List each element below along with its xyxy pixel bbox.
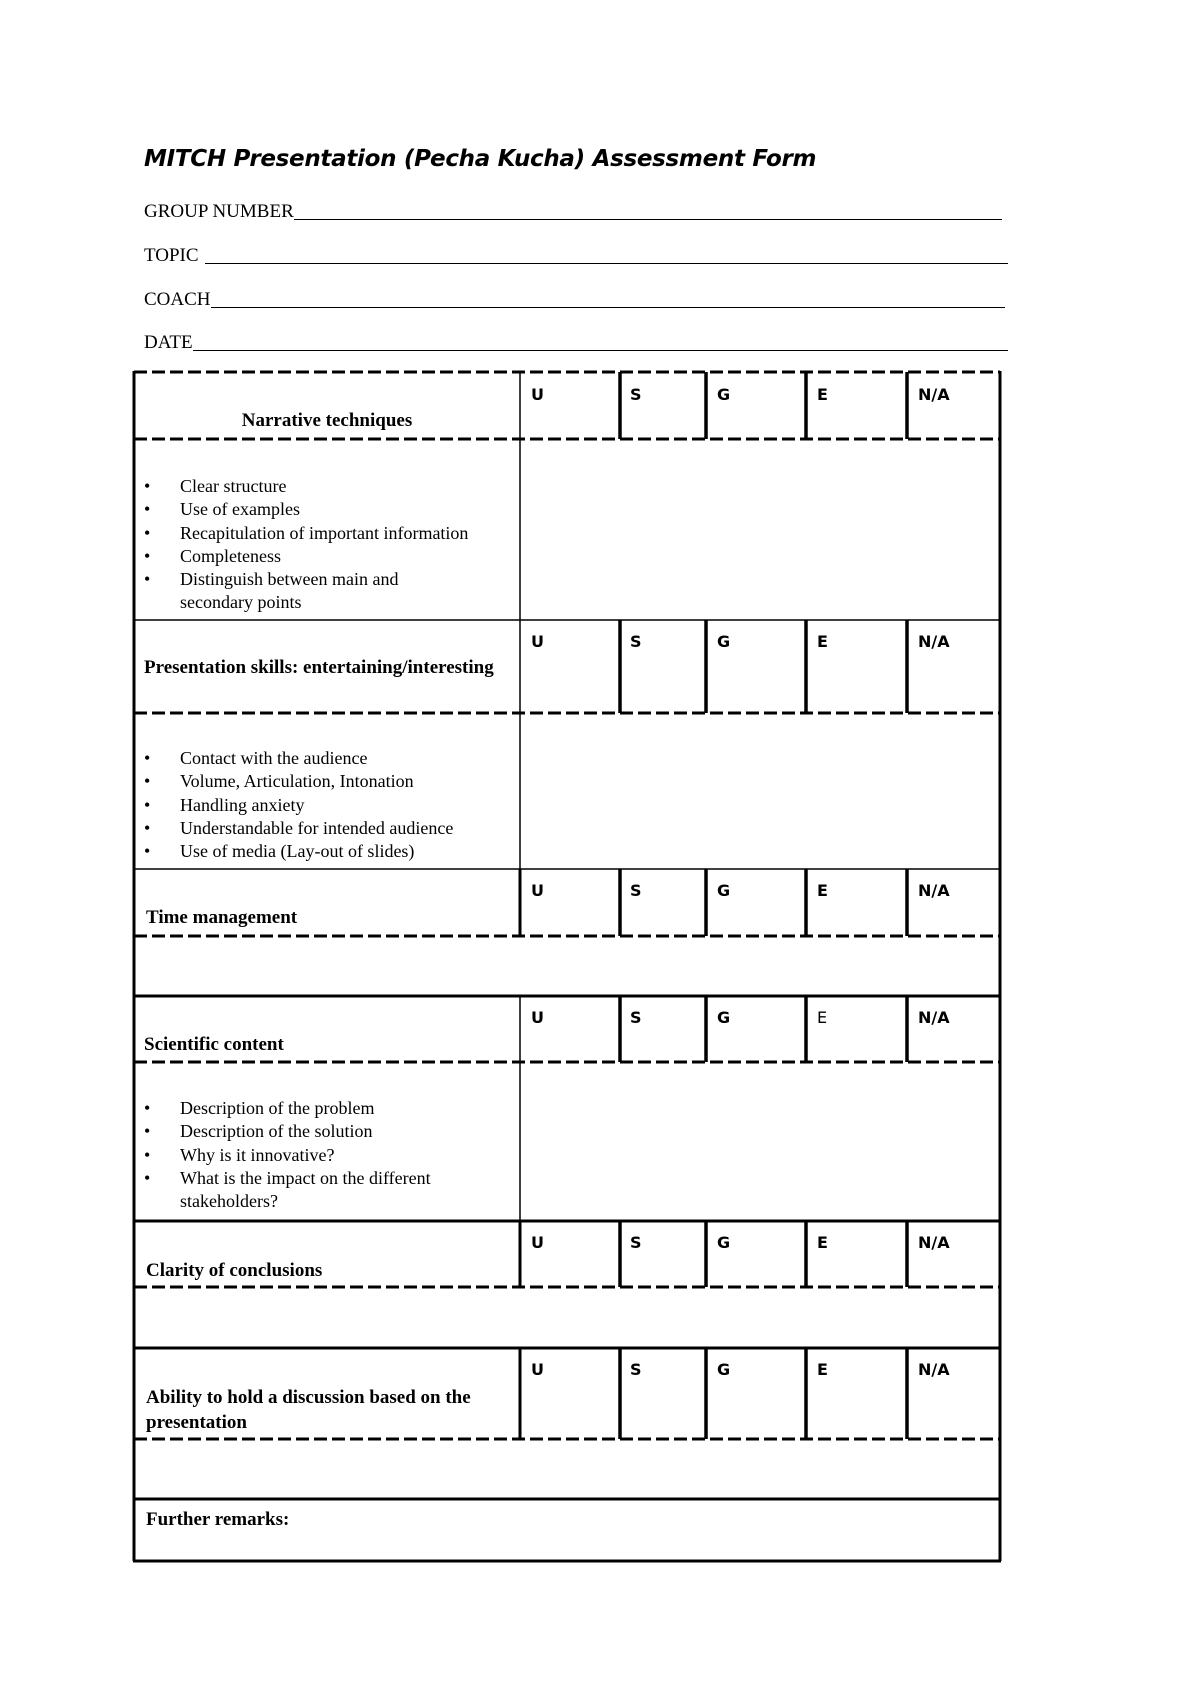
- list-item: • Clear structure: [144, 475, 516, 498]
- rating-u[interactable]: U: [531, 1008, 544, 1027]
- criterion-label-scientific-content: Scientific content: [144, 1034, 284, 1055]
- rating-na[interactable]: N/A: [918, 385, 950, 404]
- coach-label: COACH: [144, 289, 211, 310]
- list-item: • Use of examples: [144, 498, 516, 521]
- form-title: MITCH Presentation (Pecha Kucha) Assessment Form: [144, 146, 817, 172]
- rating-u[interactable]: U: [531, 1360, 544, 1379]
- rating-u[interactable]: U: [531, 385, 544, 404]
- rating-s[interactable]: S: [630, 385, 642, 404]
- list-item: • Handling anxiety: [144, 794, 516, 817]
- rating-s[interactable]: S: [630, 1008, 642, 1027]
- list-item: • Distinguish between main and secondary points: [144, 568, 516, 615]
- rating-na[interactable]: N/A: [918, 1008, 950, 1027]
- criterion-items-narrative: [144, 475, 516, 615]
- criterion-items-scientific-content: [144, 1097, 516, 1213]
- rating-u[interactable]: U: [531, 1233, 544, 1252]
- list-item: • Description of the problem: [144, 1097, 516, 1120]
- further-remarks-label: Further remarks:: [146, 1509, 290, 1530]
- rating-g[interactable]: G: [717, 1360, 731, 1379]
- rating-na[interactable]: N/A: [918, 1360, 950, 1379]
- rating-g[interactable]: G: [717, 632, 731, 651]
- rating-na[interactable]: N/A: [918, 1233, 950, 1252]
- criterion-items-presentation-skills: [144, 747, 516, 863]
- rating-na[interactable]: N/A: [918, 881, 950, 900]
- rating-e[interactable]: E: [817, 632, 828, 651]
- rating-na[interactable]: N/A: [918, 632, 950, 651]
- rating-g[interactable]: G: [717, 1233, 731, 1252]
- rating-s[interactable]: S: [630, 1233, 642, 1252]
- rating-s[interactable]: S: [630, 632, 642, 651]
- rating-e[interactable]: E: [817, 1233, 828, 1252]
- topic-label: TOPIC: [144, 245, 199, 266]
- criterion-label-time-management: Time management: [146, 907, 298, 928]
- list-item: • Use of media (Lay-out of slides): [144, 840, 516, 863]
- criterion-label-clarity-of-conclusions: Clarity of conclusions: [146, 1260, 323, 1281]
- list-item: • Understandable for intended audience: [144, 817, 516, 840]
- criterion-label-narrative: Narrative techniques: [241, 410, 413, 431]
- list-item: • What is the impact on the different stakeholders?: [144, 1167, 516, 1214]
- list-item: • Contact with the audience: [144, 747, 516, 770]
- group-number-label: GROUP NUMBER: [144, 201, 294, 222]
- list-item: • Volume, Articulation, Intonation: [144, 770, 516, 793]
- rating-e[interactable]: E: [817, 1360, 828, 1379]
- rating-u[interactable]: U: [531, 881, 544, 900]
- list-item: • Completeness: [144, 545, 516, 568]
- rating-s[interactable]: S: [630, 881, 642, 900]
- rating-g[interactable]: G: [717, 1008, 731, 1027]
- list-item: • Recapitulation of important information: [144, 522, 516, 545]
- rating-s[interactable]: S: [630, 1360, 642, 1379]
- list-item: • Description of the solution: [144, 1120, 516, 1143]
- rating-e[interactable]: E: [817, 1008, 828, 1027]
- rating-e[interactable]: E: [817, 881, 828, 900]
- date-label: DATE: [144, 332, 193, 353]
- rating-e[interactable]: E: [817, 385, 828, 404]
- criterion-label-discussion: Ability to hold a discussion based on the presentation: [146, 1387, 471, 1433]
- list-item: • Why is it innovative?: [144, 1144, 516, 1167]
- rating-g[interactable]: G: [717, 385, 731, 404]
- rating-g[interactable]: G: [717, 881, 731, 900]
- criterion-label-presentation-skills: Presentation skills: entertaining/interesting: [144, 657, 494, 678]
- rating-u[interactable]: U: [531, 632, 544, 651]
